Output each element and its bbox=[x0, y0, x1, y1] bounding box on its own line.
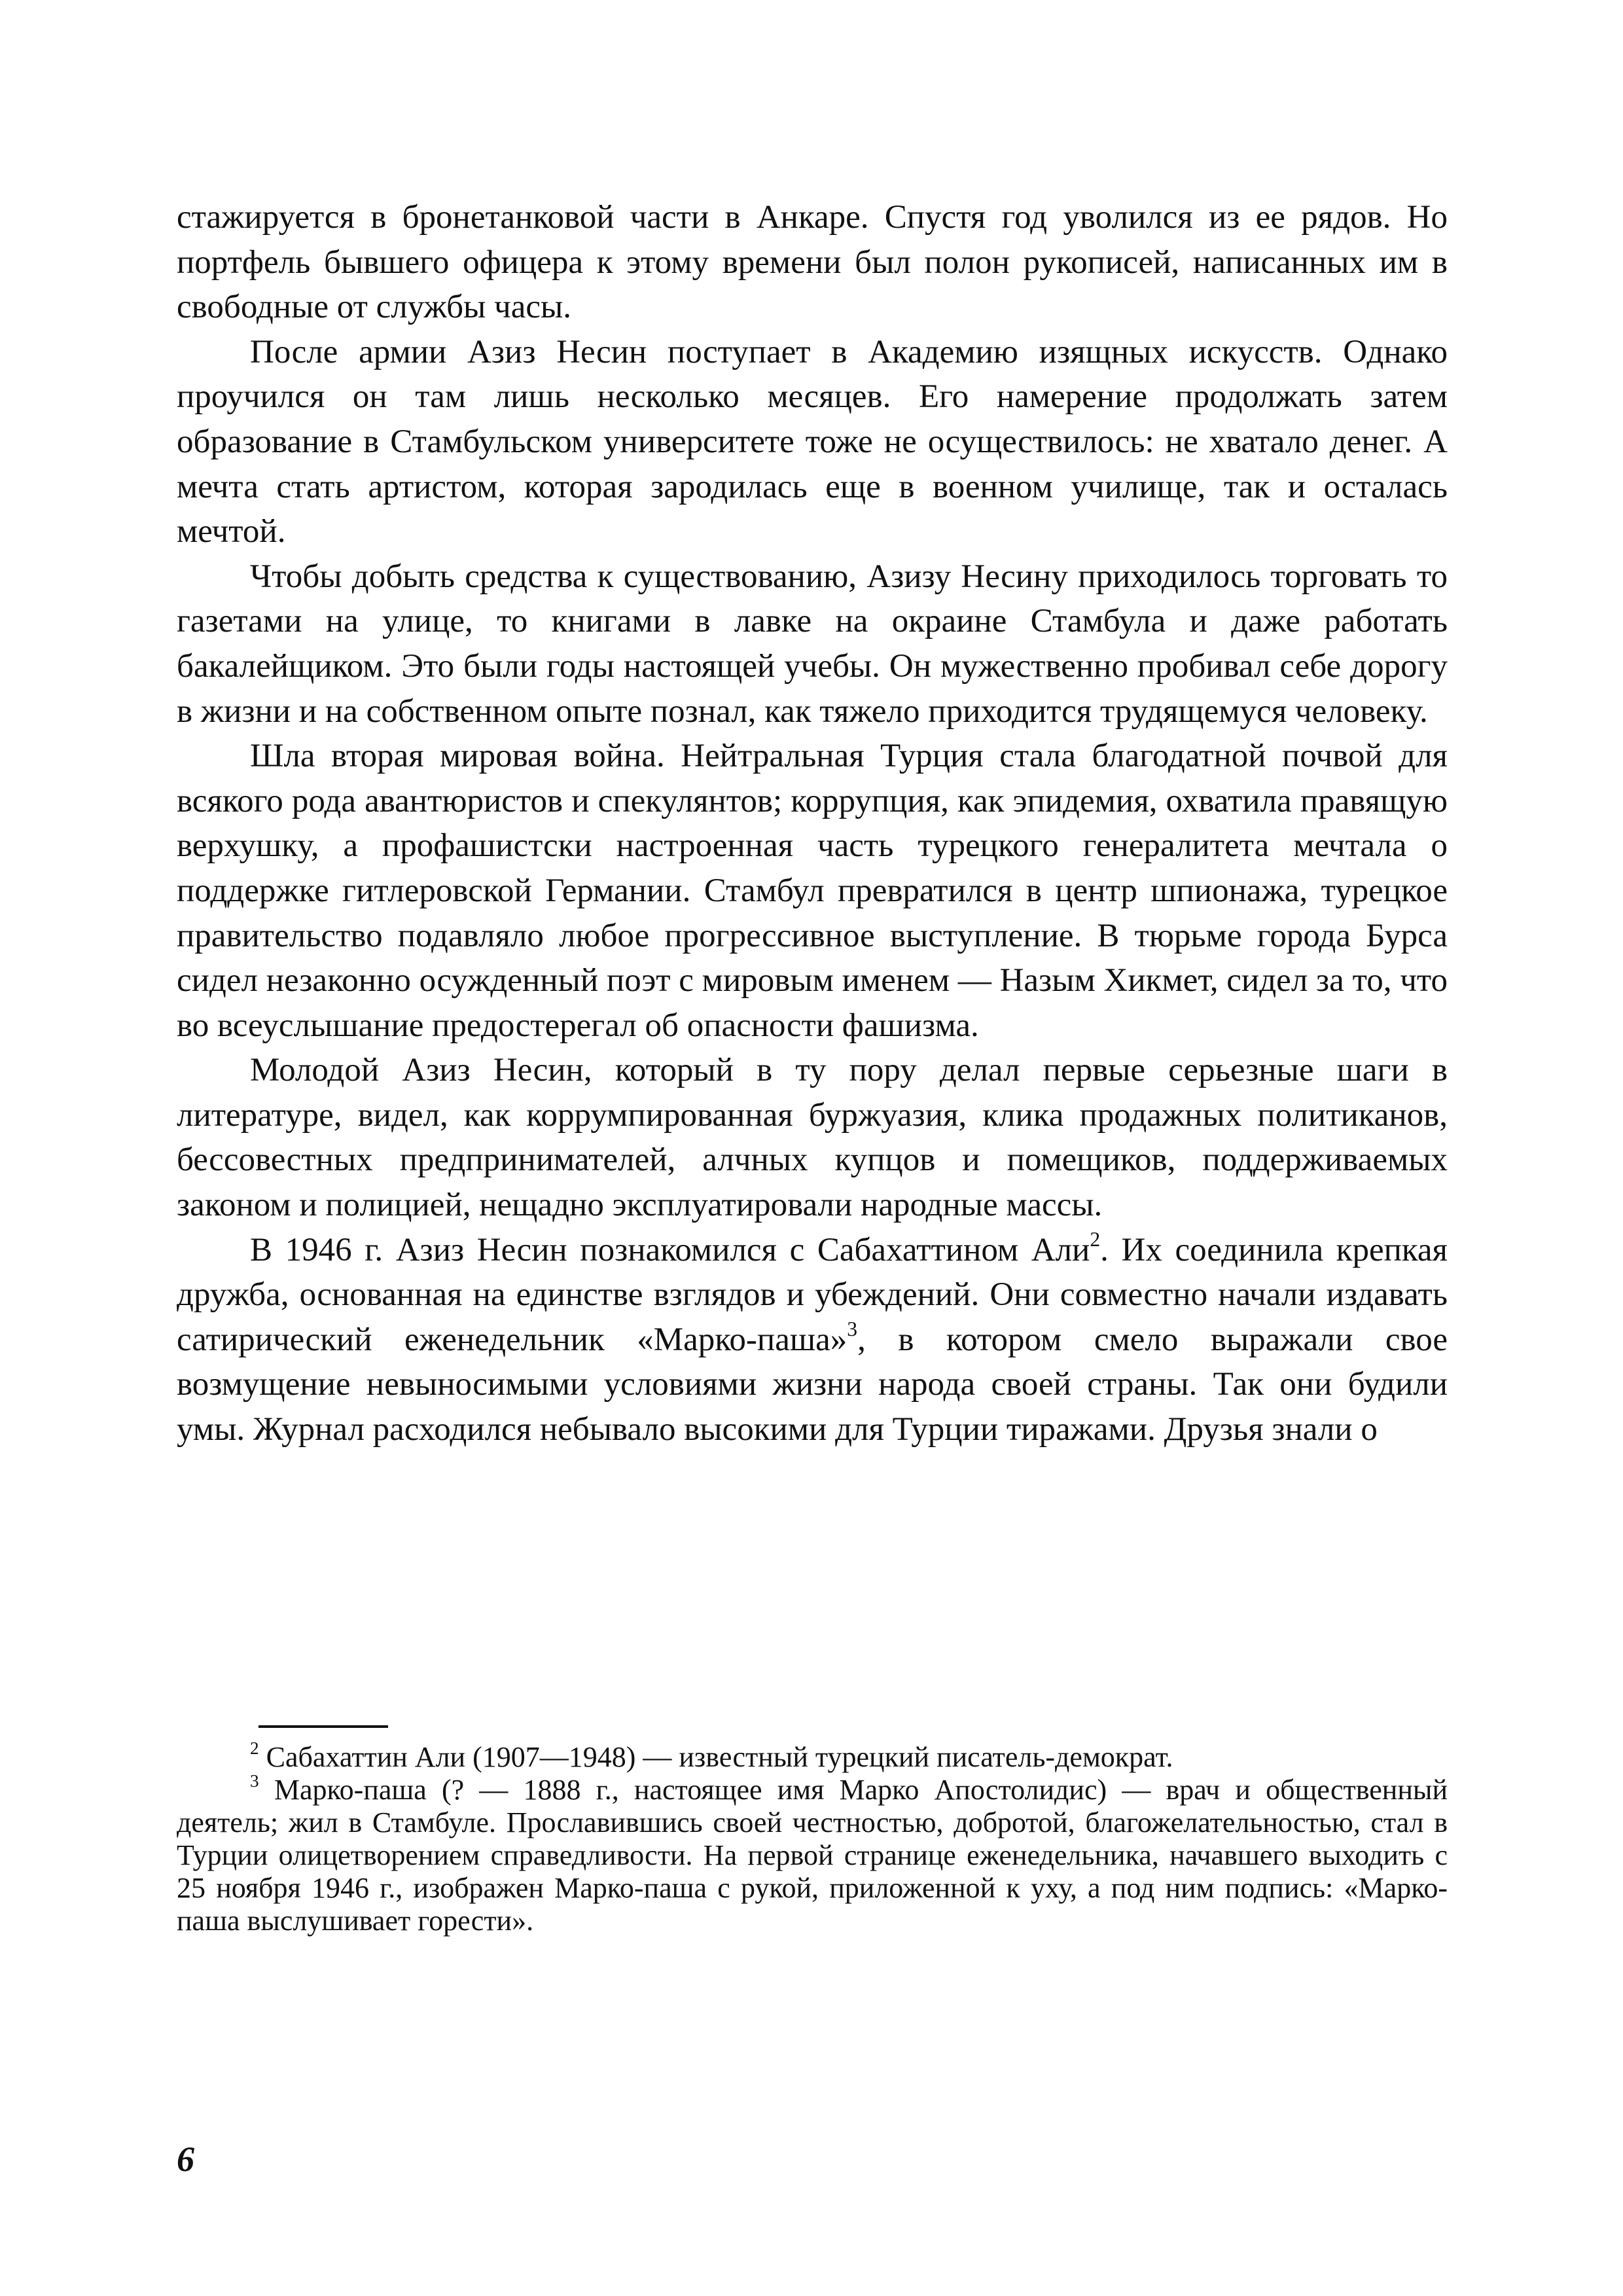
paragraph: Молодой Азиз Несин, который в ту пору делал первые серьезные шаги в литературе, видел, как коррумпированная буржуазия, клика продажных политиканов, бессовестных предпринимателей, алчных купцов и помещиков, поддерживаемых законом и полицией, нещадно эксплуатировали народные массы. bbox=[177, 1052, 1448, 1224]
paragraph-text: . Их соединила крепкая дружба, основанная на единстве взглядов и убеждений. Они совместно начали издавать сатирический еженедельник «Марко-паша» bbox=[177, 1231, 1448, 1358]
paragraph: Шла вторая мировая война. Нейтральная Турция стала благодатной почвой для всякого рода авантюристов и спекулянтов; коррупция, как эпидемия, охватила правящую верхушку, а профашистски настроенная часть турецкого генералитета мечтала о поддержке гитлеровской Германии. Стамбул превратился в центр шпионажа, турецкое правительство подавляло любое прогрессивное выступление. В тюрьме города Бурса сидел незаконно осужденный поэт с мировым именем — Назым Хикмет, сидел за то, что во всеуслышание предостерегал об опасности фашизма. bbox=[177, 738, 1448, 1044]
paragraph bbox=[177, 1228, 1448, 1452]
footnote-divider bbox=[259, 1725, 388, 1728]
main-text bbox=[177, 195, 1448, 1452]
paragraph-text: В 1946 г. Азиз Несин познакомился с Сабахаттином Али bbox=[250, 1231, 1090, 1268]
footnote-text: Марко-паша (? — 1888 г., настоящее имя Марко Апостолидис) — врач и общественный деятель; жил в Стамбуле. Прославившись своей честностью, добротой, благожелательностью, стал в Турции олицетворением справедливости. На первой странице еженедельника, начавшего выходить с 25 ноября 1946 г., изображен Марко-паша с рукой, приложенной к уху, а под ним подпись: «Марко-паша выслушивает горести». bbox=[177, 1774, 1448, 1937]
footnote bbox=[177, 1738, 1448, 1774]
footnote-ref: 2 bbox=[1090, 1227, 1101, 1251]
footnote bbox=[177, 1770, 1448, 1937]
footnote-ref: 3 bbox=[847, 1317, 858, 1340]
footnote-text: Сабахаттин Али (1907—1948) — известный турецкий писатель-демократ. bbox=[266, 1741, 1173, 1773]
paragraph: Чтобы добыть средства к существованию, Азизу Несину приходилось торговать то газетами на улице, то книгами в лавке на окраине Стамбула и даже работать бакалейщиком. Это были годы настоящей учебы. Он мужественно пробивал себе дорогу в жизни и на собственном опыте познал, как тяжело приходится трудящемуся человеку. bbox=[177, 558, 1448, 730]
paragraph: стажируется в бронетанковой части в Анкаре. Спустя год уволился из ее рядов. Но портфель бывшего офицера к этому времени был полон рукописей, написанных им в свободные от службы часы. bbox=[177, 199, 1448, 326]
footnotes bbox=[177, 1738, 1448, 1937]
page-number: 6 bbox=[177, 2140, 194, 2179]
footnote-marker: 3 bbox=[250, 1770, 259, 1791]
paragraph: После армии Азиз Несин поступает в Академию изящных искусств. Однако проучился он там лишь несколько месяцев. Его намерение продолжать затем образование в Стамбульском университете тоже не осуществилось: не хватало денег. А мечта стать артистом, которая зародилась еще в военном училище, так и осталась мечтой. bbox=[177, 333, 1448, 550]
footnote-marker: 2 bbox=[250, 1738, 259, 1758]
paragraph-text: , в котором смело выражали свое возмущение невыносимыми условиями жизни народа своей страны. Так они будили умы. Журнал расходился небывало высокими для Турции тиражами. Друзья знали о bbox=[177, 1321, 1448, 1448]
